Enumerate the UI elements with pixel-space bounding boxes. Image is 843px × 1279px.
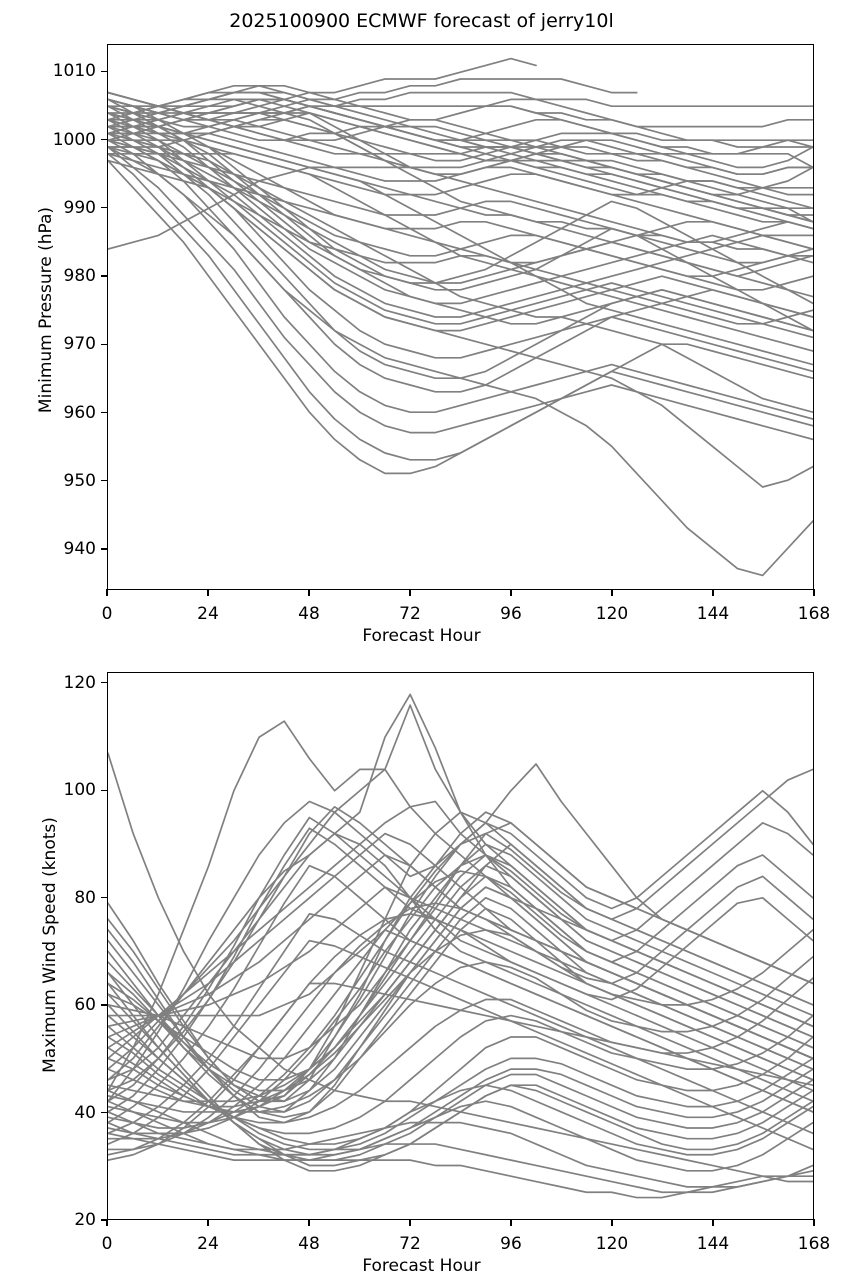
tick-mark: [101, 1112, 107, 1113]
tick-label: 72: [399, 604, 421, 624]
tick-mark: [101, 548, 107, 549]
tick-label: 60: [74, 995, 96, 1016]
tick-mark: [409, 589, 410, 596]
tick-mark: [101, 790, 107, 791]
tick-mark: [611, 1219, 612, 1226]
tick-label: 960: [63, 402, 96, 423]
tick-label: 80: [74, 887, 96, 908]
tick-mark: [308, 589, 309, 596]
tick-label: 980: [63, 266, 96, 287]
tick-label: 950: [63, 470, 96, 491]
tick-label: 970: [63, 334, 96, 355]
tick-label: 24: [197, 604, 219, 624]
tick-label: 168: [797, 604, 831, 624]
wind-chart-panel: [0, 650, 843, 1276]
pressure-lines: [108, 45, 813, 589]
tick-label: 96: [500, 1234, 522, 1254]
tick-mark: [813, 1219, 814, 1226]
tick-label: 1000: [52, 129, 96, 150]
tick-label: 168: [797, 1234, 831, 1254]
tick-mark: [101, 412, 107, 413]
tick-label: 100: [63, 780, 96, 801]
tick-label: 48: [298, 1234, 320, 1254]
tick-label: 120: [595, 604, 629, 624]
tick-mark: [101, 480, 107, 481]
wind-plot-area: [107, 672, 814, 1220]
tick-label: 96: [500, 604, 522, 624]
tick-mark: [101, 1004, 107, 1005]
tick-mark: [813, 589, 814, 596]
pressure-x-tick-labels: [0, 596, 843, 624]
tick-label: 0: [101, 604, 113, 624]
tick-mark: [712, 589, 713, 596]
tick-mark: [409, 1219, 410, 1226]
tick-label: 1010: [52, 61, 96, 82]
tick-mark: [510, 1219, 511, 1226]
tick-mark: [101, 71, 107, 72]
page-title: 2025100900 ECMWF forecast of jerry10l: [229, 10, 614, 32]
tick-label: 144: [696, 1234, 730, 1254]
wind-x-tick-labels: [0, 1226, 843, 1254]
tick-mark: [207, 589, 208, 596]
tick-label: 72: [399, 1234, 421, 1254]
tick-mark: [101, 897, 107, 898]
tick-mark: [101, 275, 107, 276]
tick-mark: [611, 589, 612, 596]
tick-label: 0: [101, 1234, 113, 1254]
wind-x-axis-title: Forecast Hour: [362, 1256, 481, 1276]
tick-label: 990: [63, 197, 96, 218]
tick-mark: [101, 344, 107, 345]
tick-mark: [510, 589, 511, 596]
tick-mark: [106, 1219, 107, 1226]
tick-label: 940: [63, 539, 96, 559]
tick-mark: [101, 682, 107, 683]
tick-label: 120: [63, 672, 96, 693]
tick-label: 24: [197, 1234, 219, 1254]
tick-mark: [207, 1219, 208, 1226]
tick-mark: [101, 139, 107, 140]
pressure-chart-panel: [0, 30, 843, 646]
tick-label: 40: [74, 1102, 96, 1123]
tick-mark: [712, 1219, 713, 1226]
tick-label: 120: [595, 1234, 629, 1254]
tick-mark: [101, 207, 107, 208]
pressure-y-axis-title: Minimum Pressure (hPa): [36, 206, 56, 414]
tick-mark: [308, 1219, 309, 1226]
tick-label: 20: [74, 1210, 96, 1230]
pressure-x-axis-title: Forecast Hour: [362, 626, 481, 646]
tick-label: 48: [298, 604, 320, 624]
wind-y-axis-title: Maximum Wind Speed (knots): [40, 817, 60, 1073]
pressure-plot-area: [107, 44, 814, 590]
tick-label: 144: [696, 604, 730, 624]
tick-mark: [106, 589, 107, 596]
wind-lines: [108, 673, 813, 1219]
